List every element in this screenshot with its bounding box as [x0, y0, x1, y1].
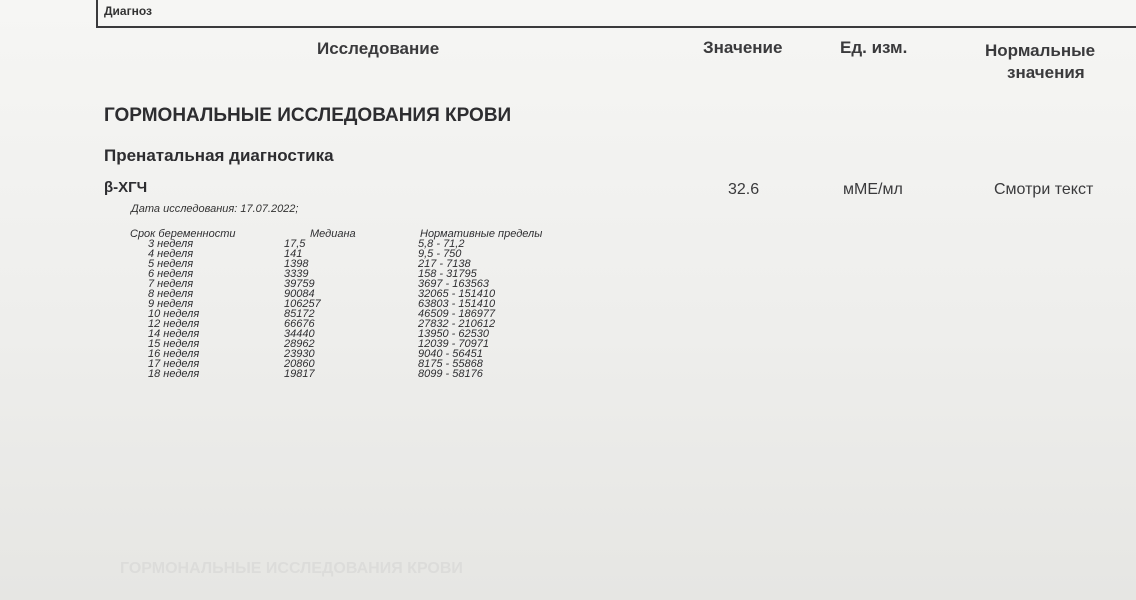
section-title: ГОРМОНАЛЬНЫЕ ИССЛЕДОВАНИЯ КРОВИ: [104, 105, 512, 126]
column-header-norm: [985, 40, 1095, 84]
ref-term: 16 неделя: [148, 348, 200, 360]
diagnosis-box: [96, 0, 1136, 28]
ref-range: 5,8 - 71,2: [418, 238, 465, 250]
ref-term: 14 неделя: [148, 328, 200, 340]
ref-term: 4 неделя: [148, 248, 194, 260]
ref-median: 3339: [284, 268, 309, 280]
subsection-title: Пренатальная диагностика: [104, 146, 334, 165]
ref-range: 27832 - 210612: [418, 318, 496, 330]
test-name: β-ХГЧ: [104, 179, 148, 196]
ref-term: 12 неделя: [148, 318, 200, 330]
ref-median: 17,5: [284, 238, 306, 250]
ref-term: 5 неделя: [148, 258, 194, 270]
ref-range: 32065 - 151410: [418, 288, 496, 300]
ref-term: 18 неделя: [148, 368, 200, 380]
ref-range: 46509 - 186977: [418, 308, 496, 320]
ref-median: 39759: [284, 278, 315, 290]
test-value: 32.6: [728, 181, 760, 198]
ref-median: 23930: [284, 348, 315, 360]
column-header-norm-line2: значения: [1007, 63, 1085, 82]
ref-term: 8 неделя: [148, 288, 194, 300]
ref-term: 9 неделя: [148, 298, 194, 310]
ref-col-term: Срок беременности: [130, 228, 236, 240]
ref-range: 217 - 7138: [418, 258, 471, 270]
ref-median: 90084: [284, 288, 315, 300]
column-header-norm-line1: Нормальные: [985, 41, 1096, 60]
diagnosis-label: Диагноз: [104, 4, 152, 18]
faint-bleedthrough-text: ГОРМОНАЛЬНЫЕ ИССЛЕДОВАНИЯ КРОВИ: [120, 560, 463, 577]
column-header-study: Исследование: [317, 39, 440, 58]
test-unit: мМЕ/мл: [843, 181, 903, 198]
test-norm: Смотри текст: [994, 181, 1094, 198]
ref-range: 13950 - 62530: [418, 328, 489, 340]
column-header-unit: Ед. изм.: [840, 38, 908, 57]
ref-median: 20860: [284, 358, 315, 370]
study-date: Дата исследования: 17.07.2022;: [131, 203, 299, 215]
ref-median: 106257: [284, 298, 321, 310]
ref-median: 141: [284, 248, 303, 260]
ref-range: 3697 - 163563: [418, 278, 489, 290]
ref-term: 10 неделя: [148, 308, 200, 320]
ref-term: 6 неделя: [148, 268, 194, 280]
ref-range: 8175 - 55868: [418, 358, 483, 370]
ref-col-range: Нормативные пределы: [420, 228, 543, 240]
ref-term: 17 неделя: [148, 358, 200, 370]
ref-range: 8099 - 58176: [418, 368, 483, 380]
ref-term: 7 неделя: [148, 278, 194, 290]
ref-median: 34440: [284, 328, 315, 340]
ref-median: 19817: [284, 368, 315, 380]
ref-term: 3 неделя: [148, 238, 194, 250]
ref-median: 28962: [284, 338, 315, 350]
ref-col-median: Медиана: [310, 228, 356, 240]
ref-range: 158 - 31795: [418, 268, 477, 280]
ref-median: 85172: [284, 308, 315, 320]
ref-range: 9,5 - 750: [418, 248, 462, 260]
ref-range: 12039 - 70971: [418, 338, 489, 350]
ref-median: 66676: [284, 318, 315, 330]
ref-median: 1398: [284, 258, 309, 270]
ref-range: 9040 - 56451: [418, 348, 483, 360]
ref-range: 63803 - 151410: [418, 298, 496, 310]
ref-term: 15 неделя: [148, 338, 200, 350]
column-header-value: Значение: [703, 38, 783, 57]
